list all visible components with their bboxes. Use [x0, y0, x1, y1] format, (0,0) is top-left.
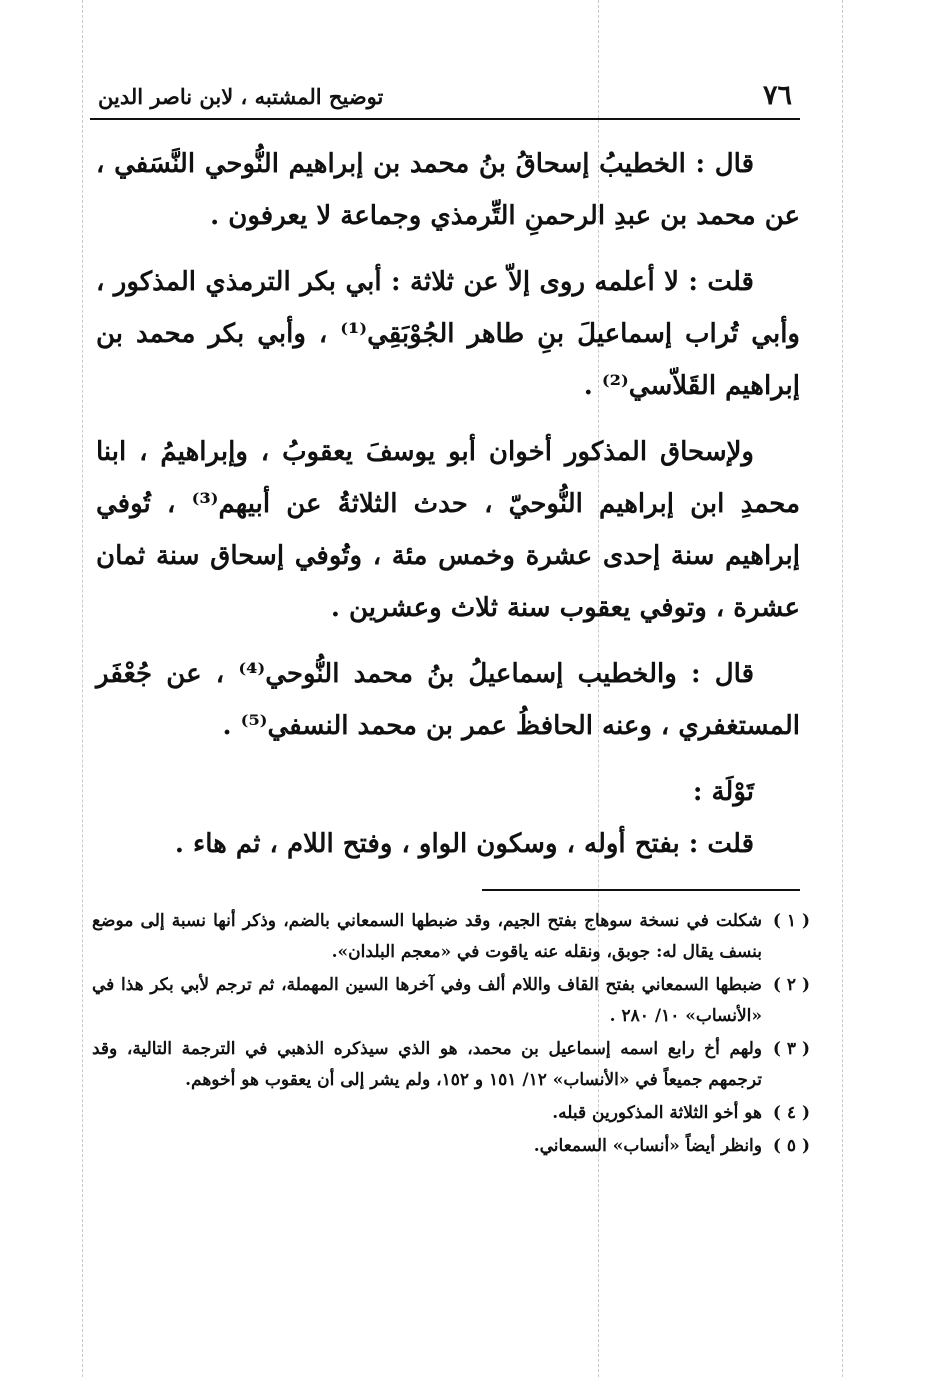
main-text: [96, 138, 800, 884]
page-header: [90, 78, 800, 120]
body-paragraph: قال : والخطيب إسماعيلُ بنُ محمد النُّوحي⁽⁴⁾ ، عن جُعْفَر المستغفري ، وعنه الحافظُ عمر بن محمد النسفي⁽⁵⁾ .: [96, 659, 800, 741]
footnote-number: ( ٥ ): [772, 1136, 810, 1156]
footnote: [92, 1034, 810, 1096]
body-paragraph: قلت : بفتح أوله ، وسكون الواو ، وفتح اللام ، ثم هاء .: [174, 829, 754, 859]
footnote-number: ( ٤ ): [772, 1103, 810, 1123]
footnote: [92, 1131, 810, 1162]
scan-guide-line: [82, 0, 83, 1377]
footnote-number: ( ٣ ): [772, 1039, 810, 1059]
footnote-text: هو أخو الثلاثة المذكورين قبله.: [552, 1103, 762, 1123]
body-paragraph: قال : الخطيبُ إسحاقُ بنُ محمد بن إبراهيم النُّوحي النَّسَفي ، عن محمد بن عبدِ الرحمنِ التِّرمذي وجماعة لا يعرفون .: [96, 149, 800, 231]
footnote-text: ولهم أخ رابع اسمه إسماعيل بن محمد، هو الذي سيذكره الذهبي في الترجمة التالية، وقد ترجمهم جميعاً في «الأنساب» ١٢/ ١٥١ و ١٥٢، ولم يشر إلى أن يعقوب هو أخوهم.: [92, 1039, 762, 1090]
footnote: [92, 970, 810, 1032]
footnote: [92, 1098, 810, 1129]
page-number: ٧٦: [762, 80, 792, 111]
footnote-text: وانظر أيضاً «أنساب» السمعاني.: [533, 1136, 762, 1156]
footnote-text: ضبطها السمعاني بفتح القاف واللام ألف وفي آخرها السين المهملة، ثم ترجم لأبي بكر هذا في «الأنساب» ١٠/ ٢٨٠ .: [92, 975, 762, 1026]
running-title: توضيح المشتبه ، لابن ناصر الدين: [98, 84, 384, 109]
footnote: [92, 906, 810, 968]
footnotes: [92, 906, 810, 1164]
footnote-number: ( ٢ ): [772, 975, 810, 995]
body-paragraph: قلت : لا أعلمه روى إلاّ عن ثلاثة : أبي بكر الترمذي المذكور ، وأبي تُراب إسماعيلَ بنِ طاهر الجُوْبَقِي⁽¹⁾ ، وأبي بكر محمد بن إبراهيم القَلاّسي⁽²⁾ .: [96, 267, 800, 401]
footnote-number: ( ١ ): [772, 911, 810, 931]
body-paragraph: ولإسحاق المذكور أخوان أبو يوسفَ يعقوبُ ، وإبراهيمُ ، ابنا محمدِ ابن إبراهيم النُّوحيّ ، حدث الثلاثةُ عن أبيهم⁽³⁾ ، تُوفي إبراهيم سنة إحدى عشرة وخمس مئة ، وتُوفي إسحاق سنة ثمان عشرة ، وتوفي يعقوب سنة ثلاث وعشرين .: [96, 437, 800, 623]
entry-heading: تَوْلَة :: [692, 777, 754, 807]
footnote-text: شكلت في نسخة سوهاج بفتح الجيم، وقد ضبطها السمعاني بالضم، وذكر أنها نسبة إلى موضع بنسف يقال له: جوبق، ونقله عنه ياقوت في «معجم البلدان».: [92, 911, 762, 962]
footnote-separator: [482, 889, 800, 891]
scan-guide-line: [842, 0, 843, 1377]
